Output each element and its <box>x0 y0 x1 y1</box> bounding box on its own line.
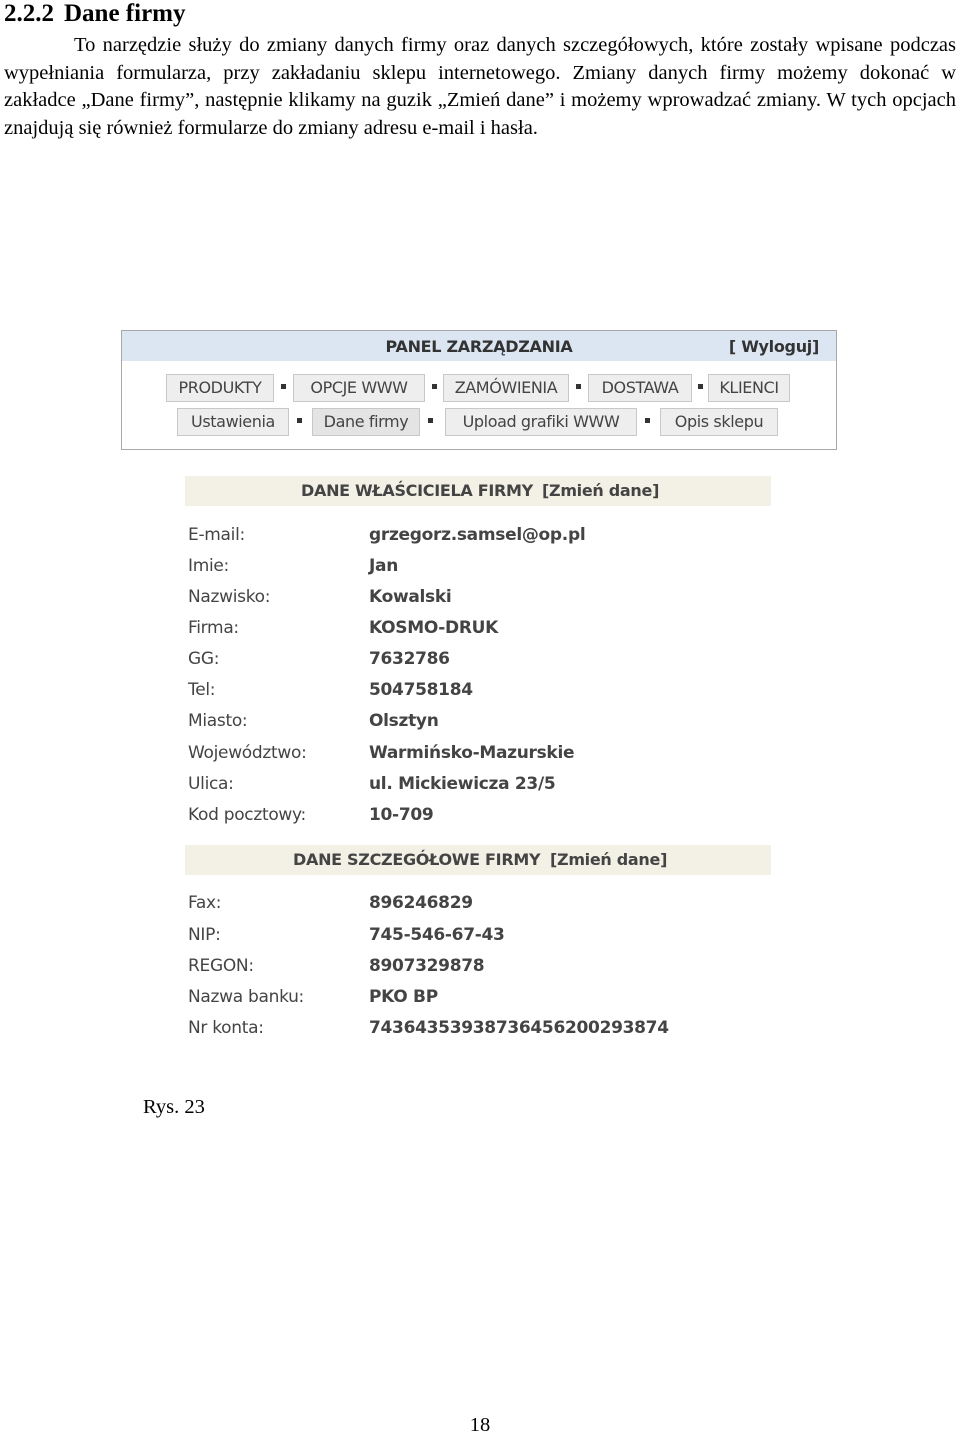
account-number-label: Nr konta: <box>188 1018 264 1038</box>
details-section-title: DANE SZCZEGÓŁOWE FIRMY <box>293 850 541 869</box>
fax-label: Fax: <box>188 893 222 913</box>
company-value: KOSMO-DRUK <box>369 618 499 638</box>
section-number: 2.2.2 <box>4 0 54 27</box>
city-value: Olsztyn <box>369 711 439 731</box>
separator-dot <box>576 384 581 389</box>
fax-value: 896246829 <box>369 893 473 913</box>
panel-header <box>122 331 836 361</box>
first-name-label: Imie: <box>188 556 229 576</box>
gg-label: GG: <box>188 649 220 669</box>
tab-ustawienia[interactable]: Ustawienia <box>177 408 289 436</box>
bank-name-value: PKO BP <box>369 987 438 1007</box>
section-heading <box>4 0 186 28</box>
bank-name-label: Nazwa banku: <box>188 987 304 1007</box>
email-label: E-mail: <box>188 525 245 545</box>
gg-value: 7632786 <box>369 649 450 669</box>
nip-value: 745-546-67-43 <box>369 925 505 945</box>
separator-dot <box>428 418 433 423</box>
intro-paragraph: To narzędzie służy do zmiany danych firmy oraz danych szczegółowych, które zostały wpisane podczas wypełniania formularza, przy zakładaniu sklepu internetowego. Zmiany danych firmy możemy dokonać w zakładce „Dane firmy”, następnie klikamy na guzik „Zmień dane” i możemy wprowadzać zmiany. W tych opcjach znajdują się również formularze do zmiany adresu e-mail i hasła. <box>4 34 956 139</box>
tab-dane-firmy[interactable]: Dane firmy <box>312 408 420 436</box>
street-label: Ulica: <box>188 774 234 794</box>
nip-label: NIP: <box>188 925 221 945</box>
tab-zamowienia[interactable]: ZAMÓWIENIA <box>443 374 569 402</box>
details-change-data-link[interactable]: [Zmień dane] <box>550 850 668 869</box>
nav-row-main <box>122 374 836 402</box>
regon-label: REGON: <box>188 956 254 976</box>
tab-opcje-www[interactable]: OPCJE WWW <box>293 374 425 402</box>
owner-section-header <box>185 476 771 506</box>
owner-change-data-link[interactable]: [Zmień dane] <box>542 481 660 500</box>
separator-dot <box>297 418 302 423</box>
figure-caption: Rys. 23 <box>143 1096 205 1118</box>
phone-value: 504758184 <box>369 680 473 700</box>
province-value: Warmińsko-Mazurskie <box>369 743 575 763</box>
separator-dot <box>432 384 437 389</box>
last-name-label: Nazwisko: <box>188 587 271 607</box>
city-label: Miasto: <box>188 711 248 731</box>
nav-row-sub <box>122 408 836 436</box>
postal-code-value: 10-709 <box>369 805 434 825</box>
street-value: ul. Mickiewicza 23/5 <box>369 774 556 794</box>
admin-panel <box>121 330 837 450</box>
first-name-value: Jan <box>369 556 398 576</box>
tab-dostawa[interactable]: DOSTAWA <box>588 374 692 402</box>
company-label: Firma: <box>188 618 239 638</box>
owner-section-title: DANE WŁAŚCICIELA FIRMY <box>301 481 533 500</box>
tab-opis-sklepu[interactable]: Opis sklepu <box>660 408 778 436</box>
email-value: grzegorz.samsel@op.pl <box>369 525 586 545</box>
page-number: 18 <box>469 1414 491 1436</box>
account-number-value: 74364353938736456200293874 <box>369 1018 669 1038</box>
province-label: Województwo: <box>188 743 307 763</box>
tab-produkty[interactable]: PRODUKTY <box>166 374 274 402</box>
separator-dot <box>281 384 286 389</box>
separator-dot <box>645 418 650 423</box>
phone-label: Tel: <box>188 680 216 700</box>
panel-title: PANEL ZARZĄDZANIA <box>385 337 573 356</box>
last-name-value: Kowalski <box>369 587 452 607</box>
logout-link[interactable]: [ Wyloguj] <box>728 337 819 356</box>
postal-code-label: Kod pocztowy: <box>188 805 306 825</box>
details-section-header <box>185 845 771 875</box>
section-title: Dane firmy <box>64 0 186 27</box>
separator-dot <box>698 384 703 389</box>
tab-upload-grafiki[interactable]: Upload grafiki WWW <box>445 408 637 436</box>
regon-value: 8907329878 <box>369 956 485 976</box>
tab-klienci[interactable]: KLIENCI <box>708 374 790 402</box>
